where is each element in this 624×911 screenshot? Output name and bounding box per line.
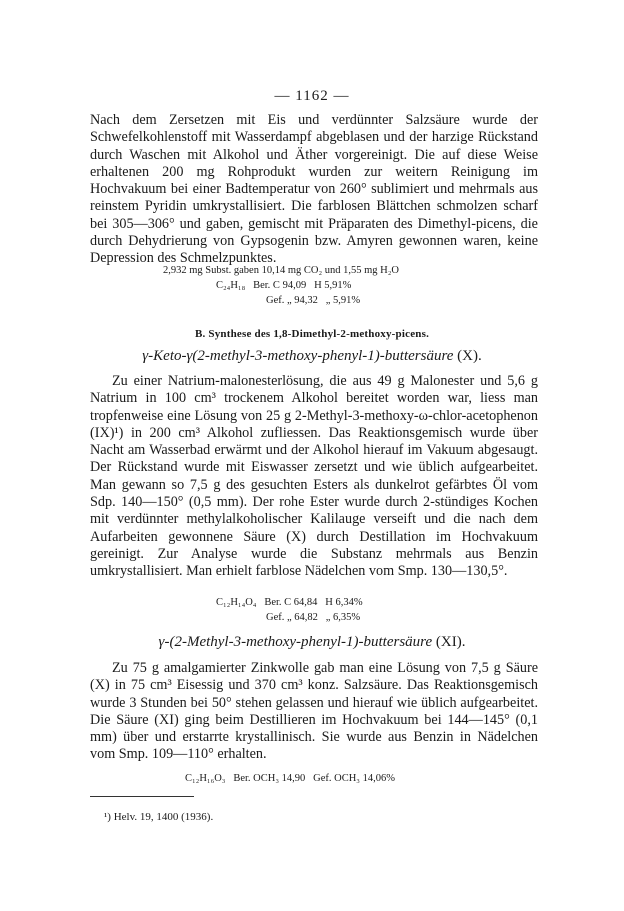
page-number: — 1162 — — [274, 88, 350, 104]
analysis-3: C₁₂H₁₆O₃ Ber. OCH₃ 14,90 Gef. OCH₃ 14,06% — [185, 773, 395, 784]
compound-xi-heading — [0, 634, 624, 651]
compound-xi-label: (XI). — [435, 634, 466, 650]
section-b-heading: B. Synthese des 1,8-Dimethyl-2-methoxy-picens. — [194, 328, 430, 340]
paragraph-3: Zu 75 g amalgamierter Zinkwolle gab man eine Lösung von 7,5 g Säure (X) in 75 cm³ Eisessig und 370 cm³ konz. Salzsäure. Das Reaktionsgemisch wurde 3 Stunden bei 50° stehen gelassen und hierauf wie üblich aufgearbeitet. Die Säure (XI) ging beim Destillieren im Hochvakuum bei 144—145° (0,1 mm) über und erstarrte krystallinisch. Sie wurde aus Benzin in Nädelchen vom Smp. 109—110° erhalten. — [90, 660, 538, 763]
paragraph-3-block — [90, 660, 538, 764]
analysis-1-line-2: C₂₄H₁₈ Ber. C 94,09 H 5,91% — [216, 280, 352, 291]
analysis-2-line-1: C₁₂H₁₄O₄ Ber. C 64,84 H 6,34% — [216, 597, 363, 608]
compound-x-heading — [0, 348, 624, 365]
paragraph-2-block — [90, 373, 538, 581]
footnote-divider — [90, 796, 194, 797]
paragraph-1-block — [90, 112, 538, 268]
paragraph-1: Nach dem Zersetzen mit Eis und verdünnter Salzsäure wurde der Schwefelkohlenstoff mit Wasserdampf abgeblasen und der harzige Rückstand durch Waschen mit Alkohol und Äther vorgereinigt. Die auf diese Weise erhaltenen 200 mg Rohprodukt wurden zur weitern Reinigung im Hochvakuum bei einer Badtemperatur von 260° sublimiert und mehrmals aus reinstem Pyridin umkrystallisiert. Die farblosen Blättchen schmolzen scharf bei 305—306° und gaben, gemischt mit Präparaten des Dimethyl-picens, die durch Dehydrierung von Gypsogenin bzw. Amyren gewonnen waren, keine Depression des Schmelzpunktes. — [90, 112, 538, 267]
compound-xi-title: γ-(2-Methyl-3-methoxy-phenyl-1)-buttersäure — [158, 634, 433, 650]
analysis-2-line-2: Gef. „ 64,82 „ 6,35% — [266, 612, 361, 623]
paragraph-2: Zu einer Natrium-malonesterlösung, die aus 49 g Malonester und 5,6 g Natrium in 100 cm³ trockenem Alkohol bereitet worden war, liess man tropfenweise eine Lösung von 25 g 2-Methyl-3-methoxy-ω-chlor-acetophenon (IX)¹) in 200 cm³ Alkohol zufliessen. Das Reaktionsgemisch wurde über Nacht am Wasserbad erwärmt und der Alkohol hierauf im Vakuum abgesaugt. Der Rückstand wurde mit Eiswasser zersetzt und wie üblich aufgearbeitet. Man gewann so 7,5 g des gesuchten Esters als dunkelrot gefärbtes Öl vom Sdp. 140—150° (0,5 mm). Der rohe Ester wurde durch 2-stündiges Kochen mit verdünnter methylalkoholischer Kalilauge verseift und die nach dem Aufarbeiten gewonnene Säure (X) durch Destillation im Hochvakuum gereinigt. Zur Analyse wurde die Substanz mehrmals aus Benzin umkrystallisiert. Man erhielt farblose Nädelchen vom Smp. 130—130,5°. — [90, 373, 538, 580]
analysis-1-line-1: 2,932 mg Subst. gaben 10,14 mg CO₂ und 1,55 mg H₂O — [163, 265, 399, 276]
analysis-1-line-3: Gef. „ 94,32 „ 5,91% — [266, 295, 361, 306]
footnote: ¹) Helv. 19, 1400 (1936). — [104, 811, 214, 823]
compound-x-title: γ-Keto-γ(2-methyl-3-methoxy-phenyl-1)-buttersäure — [142, 348, 454, 364]
compound-x-label: (X). — [457, 348, 482, 364]
